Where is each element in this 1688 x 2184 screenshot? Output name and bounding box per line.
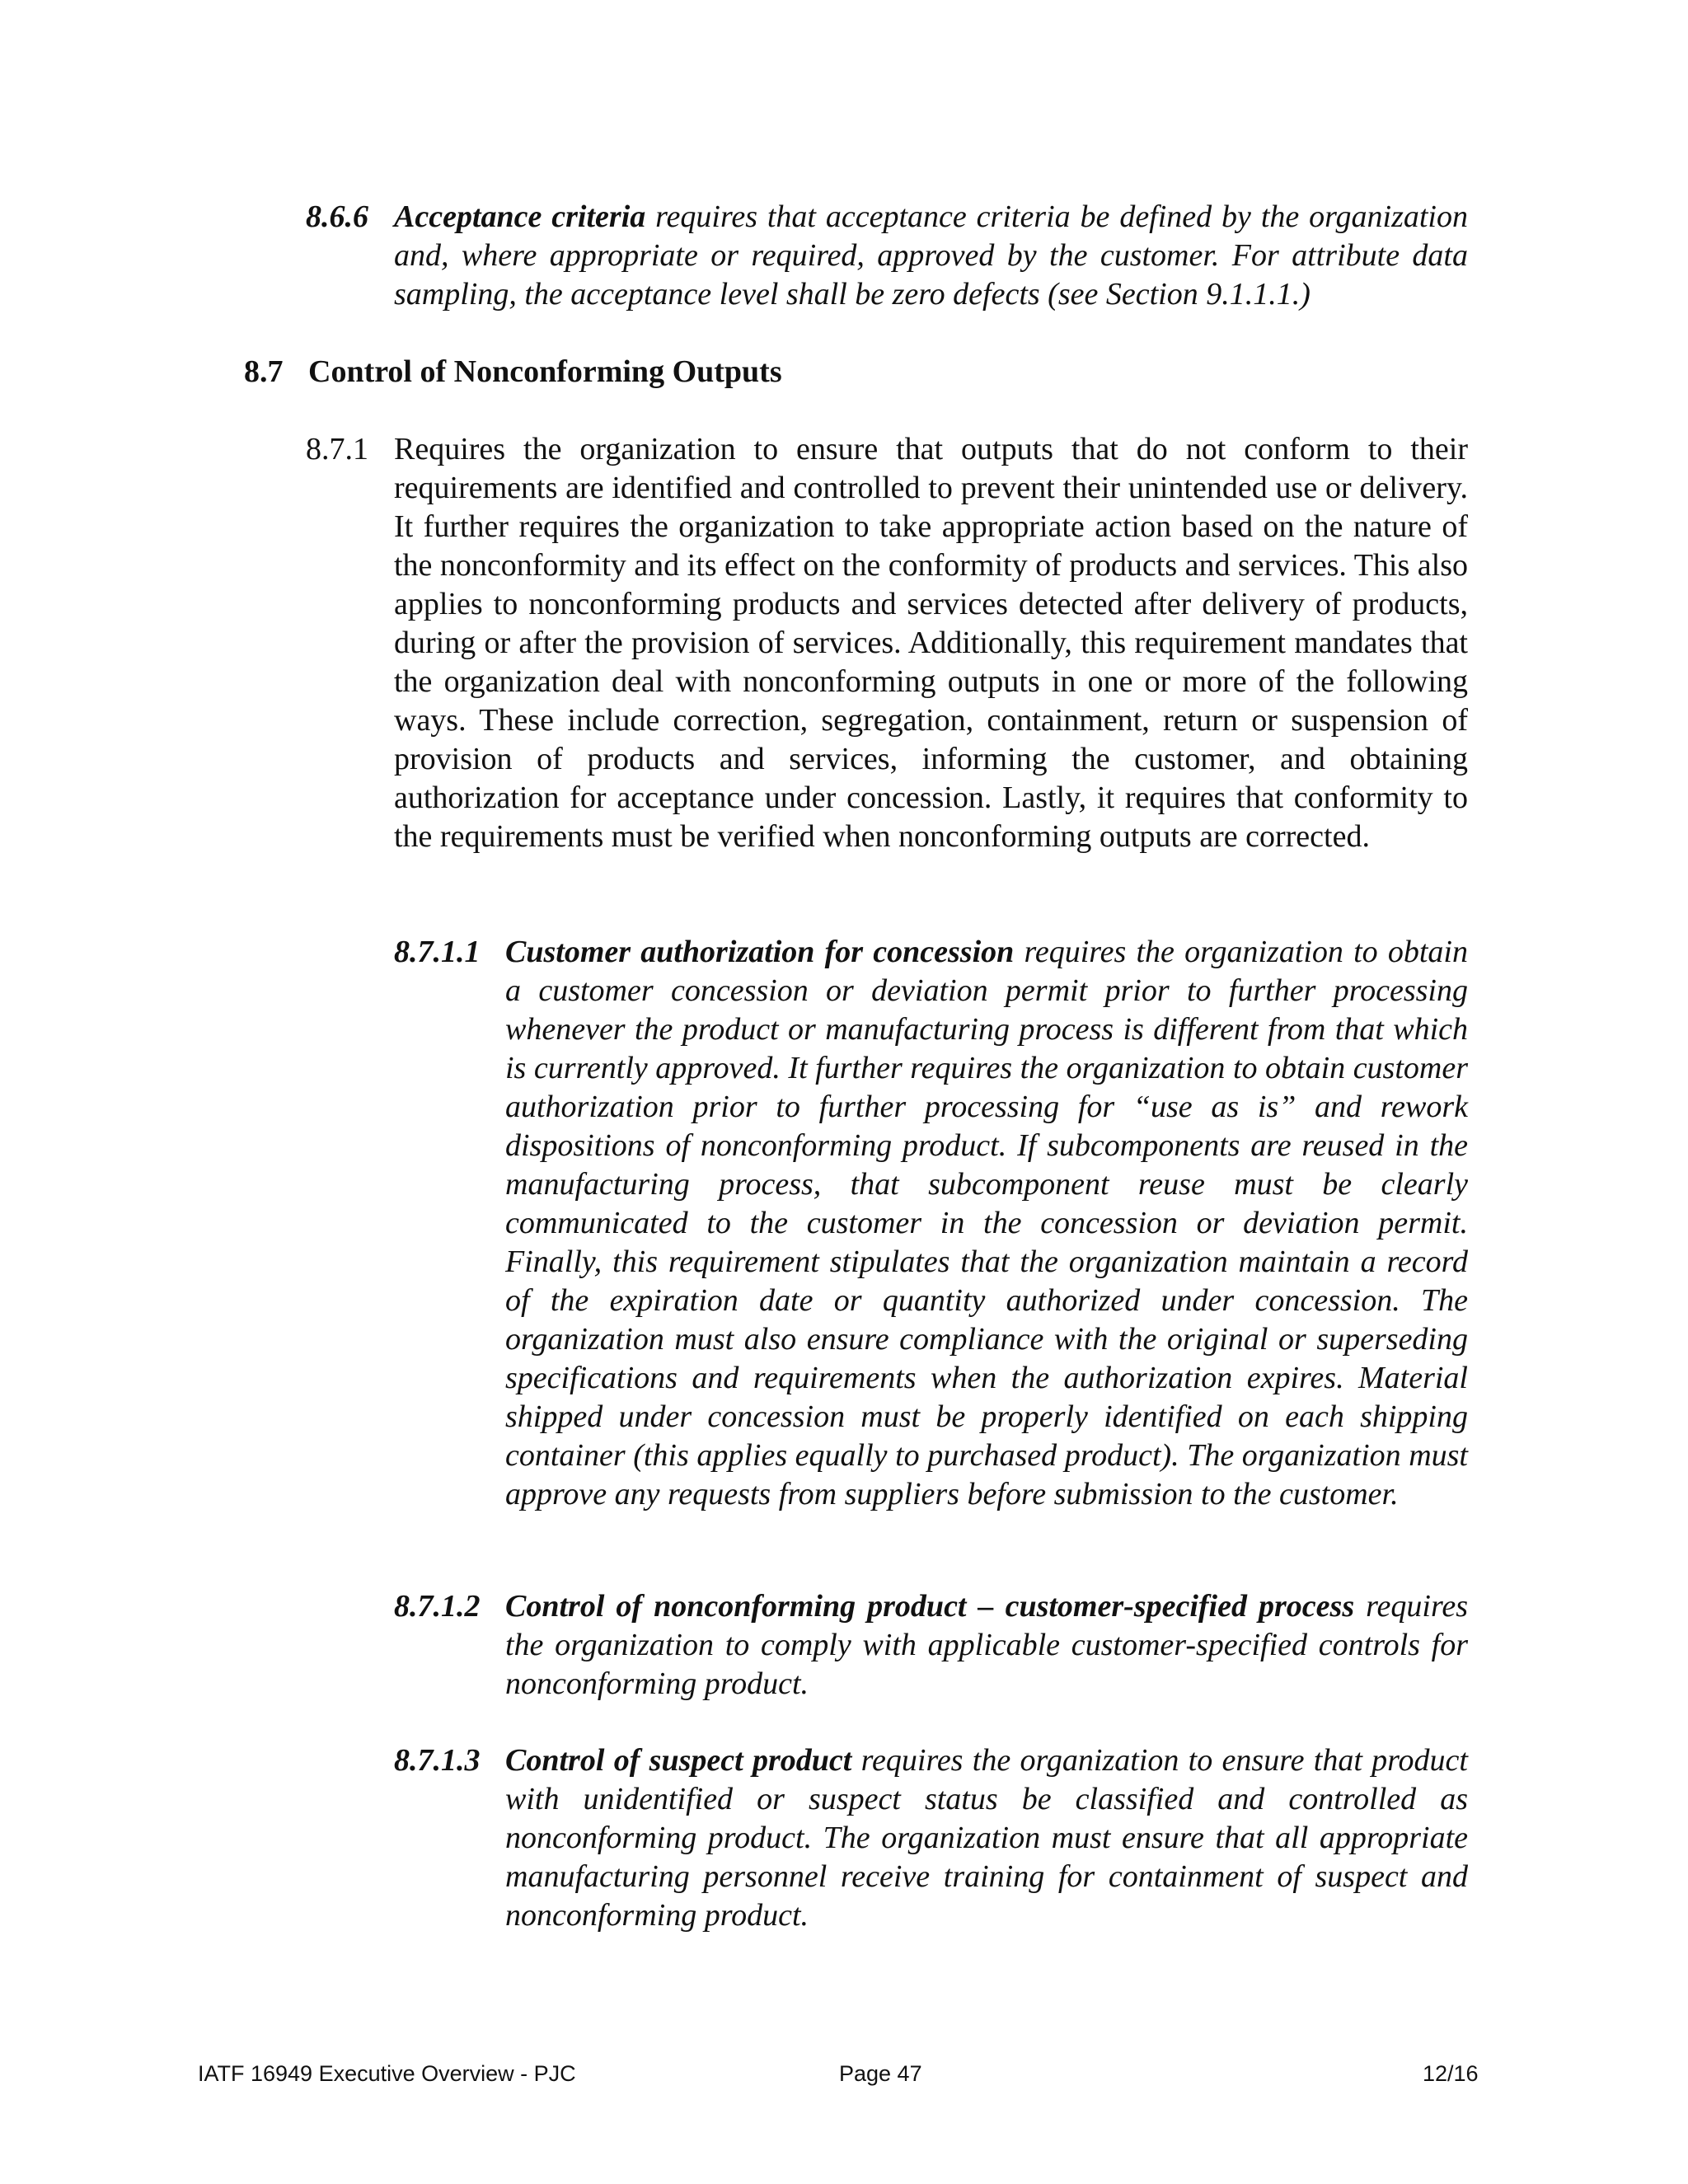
section-paragraph (505, 1741, 1468, 1935)
section-8-6-6 (306, 198, 1468, 314)
section-body: requires the organization to ensure that product with unidentified or suspect status be classified and controlled as nonconforming product. The organization must ensure that all appropriate manufacturing personnel receive training for containment of suspect and nonconforming product. (505, 1743, 1468, 1933)
section-paragraph (505, 933, 1468, 1514)
section-lead: Customer authorization for concession (505, 935, 1015, 969)
section-8-7-1-1 (394, 933, 1468, 1514)
footer-document-title: IATF 16949 Executive Overview - PJC (198, 2061, 576, 2086)
section-number: 8.7.1.3 (394, 1743, 481, 1778)
section-lead: Control of suspect product (505, 1743, 852, 1778)
section-8-7-1 (306, 430, 1468, 856)
heading-number: 8.7 (244, 354, 284, 389)
section-8-7-1-2 (394, 1587, 1468, 1704)
section-paragraph (394, 198, 1468, 314)
section-number: 8.7.1 (306, 432, 368, 466)
section-body: requires the organization to comply with applicable customer-specified controls for nonconforming product. (505, 1589, 1468, 1701)
section-8-7-1-3 (394, 1741, 1468, 1935)
footer-page-number: Page 47 (839, 2061, 922, 2086)
section-paragraph: Requires the organization to ensure that outputs that do not conform to their requirements are identified and controlled to prevent their unintended use or delivery. It further requires the organization to take appropriate action based on the nature of the nonconformity and its effect on the conformity of products and services. This also applies to nonconforming products and services detected after delivery of products, during or after the provision of services. Additionally, this requirement mandates that the organization deal with nonconforming outputs in one or more of the following ways. These include correction, segregation, containment, return or suspension of provision of products and services, informing the customer, and obtaining authorization for acceptance under concession. Lastly, it requires that conformity to the requirements must be verified when nonconforming outputs are corrected. (394, 432, 1468, 854)
section-body: requires the organization to obtain a customer concession or deviation permit prior to further processing whenever the product or manufacturing process is different from that which is currently approved. It further requires the organization to obtain customer authorization prior to further processing for “use as is” and rework dispositions of nonconforming product. If subcomponents are reused in the manufacturing process, that subcomponent reuse must be clearly communicated to the customer in the concession or deviation permit. Finally, this requirement stipulates that the organization maintain a record of the expiration date or quantity authorized under concession. The organization must also ensure compliance with the original or superseding specifications and requirements when the authorization expires. Material shipped under concession must be properly identified on each shipping container (this applies equally to purchased product). The organization must approve any requests from suppliers before submission to the customer. (505, 935, 1468, 1511)
footer-date: 12/16 (1423, 2061, 1479, 2086)
section-paragraph (505, 1587, 1468, 1704)
section-lead: Acceptance criteria (394, 199, 646, 234)
heading-title: Control of Nonconforming Outputs (308, 354, 782, 389)
section-number: 8.7.1.1 (394, 935, 481, 969)
section-heading-8-7 (244, 353, 782, 391)
section-number: 8.7.1.2 (394, 1589, 481, 1624)
section-number: 8.6.6 (306, 199, 368, 234)
section-body: requires that acceptance criteria be defined by the organization and, where appropriate or required, approved by the customer. For attribute data sampling, the acceptance level shall be zero defects (see Section 9.1.1.1.) (394, 199, 1468, 312)
section-lead: Control of nonconforming product – customer-specified process (505, 1589, 1355, 1624)
